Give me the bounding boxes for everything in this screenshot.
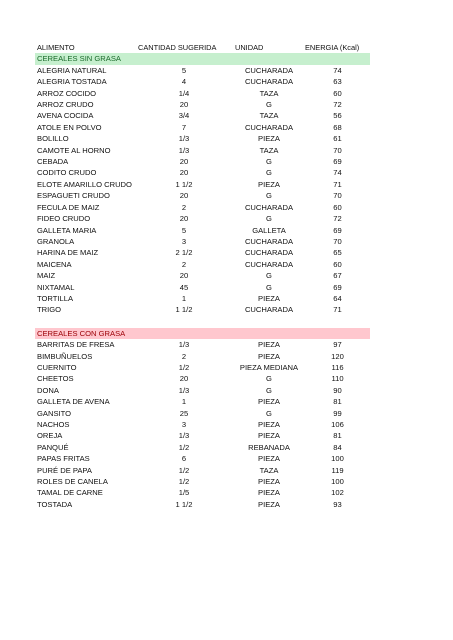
- quantity-cell: 20: [179, 191, 189, 201]
- quantity-cell: 25: [179, 408, 189, 418]
- food-name-cell: CUERNITO: [37, 362, 77, 372]
- header-cantidad: CANTIDAD SUGERIDA: [138, 43, 217, 52]
- section-header-row: [35, 53, 370, 64]
- energy-cell: 74: [333, 168, 342, 178]
- food-name-cell: GRANOLA: [37, 236, 75, 246]
- unit-cell: PIEZA: [258, 340, 280, 350]
- section-title: CEREALES CON GRASA: [35, 328, 370, 339]
- quantity-cell: 5: [181, 225, 187, 235]
- quantity-cell: 2 1/2: [175, 248, 193, 258]
- unit-cell: PIEZA: [258, 420, 280, 429]
- energy-cell: 110: [331, 374, 344, 384]
- food-name-cell: TRIGO: [37, 305, 62, 315]
- energy-cell: 68: [333, 122, 342, 132]
- food-name-cell: MAICENA: [37, 259, 72, 269]
- quantity-cell: 1/3: [178, 431, 190, 441]
- unit-cell: PIEZA: [258, 134, 280, 144]
- energy-cell: 81: [333, 431, 342, 441]
- quantity-cell: 1/3: [178, 340, 190, 350]
- food-name-cell: BARRITAS DE FRESA: [37, 340, 115, 350]
- energy-cell: 69: [333, 225, 342, 235]
- quantity-cell: 20: [179, 157, 189, 167]
- energy-cell: 64: [333, 293, 342, 303]
- quantity-cell: 20: [179, 100, 189, 110]
- energy-cell: 60: [333, 202, 342, 212]
- energy-cell: 120: [331, 351, 344, 361]
- energy-cell: 106: [331, 420, 344, 429]
- table-row: [35, 213, 370, 224]
- quantity-cell: 1/2: [178, 477, 190, 487]
- table-row: [35, 259, 370, 270]
- unit-cell: G: [266, 374, 272, 384]
- food-name-cell: BIMBUÑUELOS: [37, 351, 93, 361]
- header-energia: ENERGIA (Kcal): [305, 43, 360, 52]
- table-row: [35, 351, 370, 362]
- unit-cell: TAZA: [259, 465, 279, 475]
- food-name-cell: TAMAL DE CARNE: [37, 488, 103, 498]
- food-name-cell: PANQUÉ: [37, 442, 69, 452]
- energy-cell: 60: [333, 259, 342, 269]
- table-row: [35, 339, 370, 350]
- unit-cell: PIEZA: [258, 488, 280, 498]
- energy-cell: 63: [333, 77, 342, 87]
- unit-cell: TAZA: [259, 145, 279, 155]
- food-name-cell: TORTILLA: [37, 293, 74, 303]
- energy-cell: 70: [333, 236, 342, 246]
- quantity-cell: 1/2: [178, 442, 190, 452]
- food-name-cell: ARROZ COCIDO: [37, 88, 97, 98]
- food-name-cell: ESPAGUETI CRUDO: [37, 191, 110, 201]
- quantity-cell: 20: [179, 168, 189, 178]
- quantity-cell: 1 1/2: [175, 179, 193, 189]
- unit-cell: GALLETA: [252, 225, 286, 235]
- food-name-cell: CAMOTE AL HORNO: [37, 145, 111, 155]
- unit-cell: G: [266, 168, 272, 178]
- table-row: [35, 476, 370, 487]
- food-name-cell: NACHOS: [37, 420, 70, 429]
- energy-cell: 100: [331, 477, 344, 487]
- energy-cell: 72: [333, 100, 342, 110]
- table-row: [35, 282, 370, 293]
- energy-cell: 71: [333, 179, 342, 189]
- food-name-cell: ALEGRIA NATURAL: [37, 65, 107, 75]
- food-name-cell: DONA: [37, 385, 59, 395]
- quantity-cell: 1: [181, 397, 187, 407]
- energy-cell: 81: [333, 397, 342, 407]
- unit-cell: REBANADA: [248, 442, 290, 452]
- food-name-cell: AVENA COCIDA: [37, 111, 94, 121]
- table-row: [35, 396, 370, 407]
- energy-cell: 100: [331, 454, 344, 464]
- table-row: [35, 179, 370, 190]
- section-header-row: [35, 328, 370, 339]
- table-row: [35, 385, 370, 396]
- quantity-cell: 1/5: [178, 488, 190, 498]
- table-row: [35, 247, 370, 258]
- unit-cell: CUCHARADA: [244, 77, 294, 87]
- table-row: [35, 133, 370, 144]
- table-row: [35, 202, 370, 213]
- food-name-cell: CEBADA: [37, 157, 69, 167]
- table-row: [35, 293, 370, 304]
- quantity-cell: 1/3: [178, 145, 190, 155]
- energy-cell: 71: [333, 305, 342, 315]
- header-alimento: ALIMENTO: [37, 43, 75, 52]
- quantity-cell: 3: [181, 420, 187, 429]
- table-row: [35, 373, 370, 384]
- food-name-cell: HARINA DE MAIZ: [37, 248, 99, 258]
- energy-cell: 69: [333, 282, 342, 292]
- table-row: [35, 236, 370, 247]
- energy-cell: 90: [333, 385, 342, 395]
- spacer-row: [35, 316, 370, 328]
- food-name-cell: ATOLE EN POLVO: [37, 122, 102, 132]
- table-row: [35, 453, 370, 464]
- quantity-cell: 1 1/2: [175, 305, 193, 315]
- unit-cell: G: [266, 385, 272, 395]
- food-name-cell: ARROZ CRUDO: [37, 100, 94, 110]
- energy-cell: 119: [331, 465, 344, 475]
- food-energy-table: [35, 42, 370, 510]
- energy-cell: 102: [331, 488, 344, 498]
- food-name-cell: MAIZ: [37, 271, 56, 281]
- energy-cell: 60: [333, 88, 342, 98]
- energy-cell: 99: [333, 408, 342, 418]
- table-row: [35, 156, 370, 167]
- quantity-cell: 2: [181, 351, 187, 361]
- energy-cell: 67: [333, 271, 342, 281]
- energy-cell: 70: [333, 191, 342, 201]
- unit-cell: G: [266, 282, 272, 292]
- energy-cell: 56: [333, 111, 342, 121]
- food-name-cell: GANSITO: [37, 408, 72, 418]
- quantity-cell: 20: [179, 214, 189, 224]
- energy-cell: 61: [333, 134, 342, 144]
- food-name-cell: BOLILLO: [37, 134, 69, 144]
- unit-cell: CUCHARADA: [244, 122, 294, 132]
- unit-cell: CUCHARADA: [244, 65, 294, 75]
- unit-cell: CUCHARADA: [244, 259, 294, 269]
- quantity-cell: 1: [181, 293, 187, 303]
- energy-cell: 84: [333, 442, 342, 452]
- quantity-cell: 1/2: [178, 362, 190, 372]
- quantity-cell: 2: [181, 202, 187, 212]
- quantity-cell: 2: [181, 259, 187, 269]
- quantity-cell: 5: [181, 65, 187, 75]
- table-row: [35, 419, 370, 430]
- unit-cell: CUCHARADA: [244, 305, 294, 315]
- table-row: [35, 190, 370, 201]
- energy-cell: 72: [333, 214, 342, 224]
- food-name-cell: CHEETOS: [37, 374, 74, 384]
- quantity-cell: 1/3: [178, 134, 190, 144]
- food-name-cell: FECULA DE MAIZ: [37, 202, 100, 212]
- unit-cell: PIEZA: [258, 477, 280, 487]
- quantity-cell: 3/4: [178, 111, 190, 121]
- section-title: CEREALES SIN GRASA: [35, 53, 370, 64]
- energy-cell: 93: [333, 499, 342, 509]
- quantity-cell: 3: [181, 236, 187, 246]
- food-name-cell: ROLES DE CANELA: [37, 477, 108, 487]
- unit-cell: TAZA: [259, 111, 279, 121]
- quantity-cell: 7: [181, 122, 187, 132]
- food-name-cell: ELOTE AMARILLO CRUDO: [37, 179, 132, 189]
- unit-cell: TAZA: [259, 88, 279, 98]
- quantity-cell: 20: [179, 374, 189, 384]
- unit-cell: G: [266, 214, 272, 224]
- quantity-cell: 1/2: [178, 465, 190, 475]
- food-name-cell: OREJA: [37, 431, 63, 441]
- unit-cell: CUCHARADA: [244, 202, 294, 212]
- quantity-cell: 1/3: [178, 385, 190, 395]
- table-row: [35, 487, 370, 498]
- food-name-cell: GALLETA DE AVENA: [37, 397, 110, 407]
- table-row: [35, 499, 370, 510]
- energy-cell: 116: [331, 362, 344, 372]
- food-name-cell: CODITO CRUDO: [37, 168, 97, 178]
- food-name-cell: PAPAS FRITAS: [37, 454, 90, 464]
- unit-cell: G: [266, 191, 272, 201]
- unit-cell: PIEZA: [258, 397, 280, 407]
- food-name-cell: ALEGRIA TOSTADA: [37, 77, 107, 87]
- unit-cell: CUCHARADA: [244, 248, 294, 258]
- table-row: [35, 88, 370, 99]
- unit-cell: PIEZA: [258, 454, 280, 464]
- unit-cell: PIEZA MEDIANA: [239, 362, 299, 372]
- table-row: [35, 65, 370, 76]
- unit-cell: PIEZA: [258, 293, 280, 303]
- header-unidad: UNIDAD: [235, 43, 264, 52]
- food-name-cell: TOSTADA: [37, 499, 73, 509]
- table-row: [35, 408, 370, 419]
- unit-cell: G: [266, 100, 272, 110]
- energy-cell: 69: [333, 157, 342, 167]
- table-row: [35, 145, 370, 156]
- unit-cell: CUCHARADA: [244, 236, 294, 246]
- header-row: [35, 42, 370, 53]
- energy-cell: 97: [333, 340, 342, 350]
- energy-cell: 70: [333, 145, 342, 155]
- food-name-cell: NIXTAMAL: [37, 282, 75, 292]
- table-row: [35, 270, 370, 281]
- table-row: [35, 110, 370, 121]
- unit-cell: PIEZA: [258, 431, 280, 441]
- table-row: [35, 167, 370, 178]
- unit-cell: PIEZA: [258, 499, 280, 509]
- table-row: [35, 122, 370, 133]
- unit-cell: PIEZA: [258, 179, 280, 189]
- food-name-cell: PURÉ DE PAPA: [37, 465, 92, 475]
- table-row: [35, 304, 370, 315]
- table-row: [35, 430, 370, 441]
- table-row: [35, 442, 370, 453]
- table-row: [35, 465, 370, 476]
- unit-cell: PIEZA: [258, 351, 280, 361]
- food-name-cell: FIDEO CRUDO: [37, 214, 91, 224]
- unit-cell: G: [266, 408, 272, 418]
- table-row: [35, 99, 370, 110]
- quantity-cell: 45: [179, 282, 189, 292]
- table-row: [35, 76, 370, 87]
- quantity-cell: 4: [181, 77, 187, 87]
- unit-cell: G: [266, 271, 272, 281]
- energy-cell: 65: [333, 248, 342, 258]
- table-body: [35, 42, 370, 510]
- quantity-cell: 6: [181, 454, 187, 464]
- quantity-cell: 1/4: [178, 88, 190, 98]
- table-row: [35, 362, 370, 373]
- food-name-cell: GALLETA MARIA: [37, 225, 97, 235]
- quantity-cell: 20: [179, 271, 189, 281]
- table-row: [35, 225, 370, 236]
- quantity-cell: 1 1/2: [175, 499, 193, 509]
- energy-cell: 74: [333, 65, 342, 75]
- unit-cell: G: [266, 157, 272, 167]
